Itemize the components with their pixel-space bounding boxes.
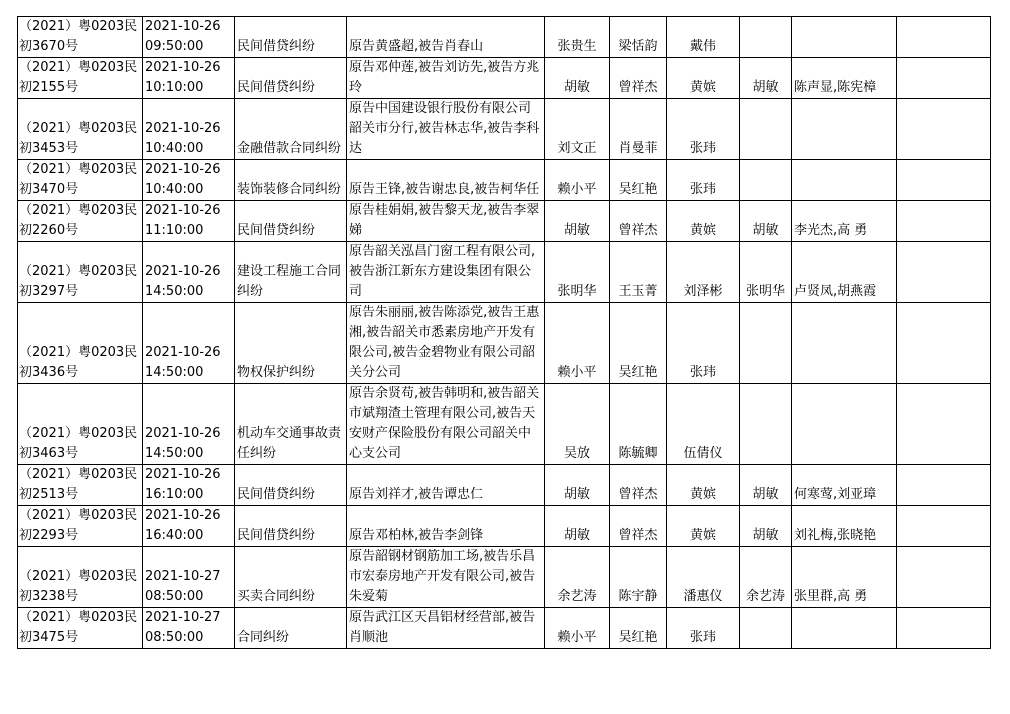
attendees-cell: 卢贤凤,胡燕霞 (792, 242, 897, 303)
panel-member-1-cell: 吴红艳 (610, 303, 667, 384)
panel-member-2-cell: 张玮 (667, 303, 740, 384)
blank-cell (897, 17, 991, 58)
case-number-cell: （2021）粤0203民初3297号 (18, 242, 143, 303)
panel-member-1-cell: 吴红艳 (610, 160, 667, 201)
table-row (18, 506, 991, 547)
clerk-cell: 胡敏 (740, 506, 792, 547)
panel-member-1-cell: 曾祥杰 (610, 465, 667, 506)
clerk-cell: 余艺涛 (740, 547, 792, 608)
panel-member-2-cell: 伍倩仪 (667, 384, 740, 465)
blank-cell (897, 608, 991, 649)
case-number-cell: （2021）粤0203民初3436号 (18, 303, 143, 384)
panel-member-2-cell: 刘泽彬 (667, 242, 740, 303)
case-number-cell: （2021）粤0203民初3453号 (18, 99, 143, 160)
panel-member-2-cell: 黄嫔 (667, 58, 740, 99)
case-type-cell: 装饰装修合同纠纷 (235, 160, 347, 201)
parties-cell: 原告王锋,被告谢忠良,被告柯华任 (347, 160, 545, 201)
attendees-cell (792, 17, 897, 58)
panel-member-2-cell: 黄嫔 (667, 465, 740, 506)
table-row (18, 99, 991, 160)
case-type-cell: 民间借贷纠纷 (235, 201, 347, 242)
presiding-judge-cell: 余艺涛 (545, 547, 610, 608)
presiding-judge-cell: 胡敏 (545, 506, 610, 547)
case-type-cell: 建设工程施工合同纠纷 (235, 242, 347, 303)
presiding-judge-cell: 胡敏 (545, 201, 610, 242)
hearing-time-cell: 2021-10-26 10:10:00 (143, 58, 235, 99)
table-row (18, 547, 991, 608)
attendees-cell: 刘礼梅,张晓艳 (792, 506, 897, 547)
presiding-judge-cell: 张明华 (545, 242, 610, 303)
panel-member-1-cell: 陈宇静 (610, 547, 667, 608)
presiding-judge-cell: 赖小平 (545, 303, 610, 384)
table-row (18, 58, 991, 99)
blank-cell (897, 58, 991, 99)
attendees-cell: 李光杰,高 勇 (792, 201, 897, 242)
case-type-cell: 民间借贷纠纷 (235, 17, 347, 58)
hearing-time-cell: 2021-10-26 10:40:00 (143, 99, 235, 160)
blank-cell (897, 160, 991, 201)
panel-member-1-cell: 梁恬韵 (610, 17, 667, 58)
clerk-cell: 胡敏 (740, 201, 792, 242)
presiding-judge-cell: 胡敏 (545, 465, 610, 506)
blank-cell (897, 384, 991, 465)
hearing-time-cell: 2021-10-26 10:40:00 (143, 160, 235, 201)
attendees-cell: 陈声显,陈宪樟 (792, 58, 897, 99)
panel-member-2-cell: 张玮 (667, 99, 740, 160)
clerk-cell (740, 303, 792, 384)
presiding-judge-cell: 赖小平 (545, 608, 610, 649)
panel-member-2-cell: 戴伟 (667, 17, 740, 58)
case-type-cell: 民间借贷纠纷 (235, 506, 347, 547)
clerk-cell (740, 608, 792, 649)
clerk-cell: 张明华 (740, 242, 792, 303)
blank-cell (897, 242, 991, 303)
presiding-judge-cell: 张贵生 (545, 17, 610, 58)
attendees-cell: 张里群,高 勇 (792, 547, 897, 608)
panel-member-2-cell: 张玮 (667, 160, 740, 201)
clerk-cell (740, 160, 792, 201)
clerk-cell (740, 384, 792, 465)
case-number-cell: （2021）粤0203民初3670号 (18, 17, 143, 58)
case-number-cell: （2021）粤0203民初2293号 (18, 506, 143, 547)
hearing-time-cell: 2021-10-27 08:50:00 (143, 547, 235, 608)
panel-member-2-cell: 黄嫔 (667, 201, 740, 242)
hearing-time-cell: 2021-10-26 14:50:00 (143, 242, 235, 303)
clerk-cell (740, 17, 792, 58)
presiding-judge-cell: 吴放 (545, 384, 610, 465)
attendees-cell (792, 384, 897, 465)
panel-member-1-cell: 曾祥杰 (610, 58, 667, 99)
panel-member-1-cell: 王玉菁 (610, 242, 667, 303)
panel-member-1-cell: 曾祥杰 (610, 506, 667, 547)
table-row (18, 17, 991, 58)
hearing-time-cell: 2021-10-26 14:50:00 (143, 303, 235, 384)
hearing-time-cell: 2021-10-26 11:10:00 (143, 201, 235, 242)
clerk-cell: 胡敏 (740, 465, 792, 506)
parties-cell: 原告韶钢材钢筋加工场,被告乐昌市宏泰房地产开发有限公司,被告朱爱菊 (347, 547, 545, 608)
blank-cell (897, 201, 991, 242)
case-number-cell: （2021）粤0203民初3475号 (18, 608, 143, 649)
clerk-cell (740, 99, 792, 160)
presiding-judge-cell: 刘文正 (545, 99, 610, 160)
hearing-schedule-table (17, 16, 991, 649)
panel-member-1-cell: 肖曼菲 (610, 99, 667, 160)
presiding-judge-cell: 赖小平 (545, 160, 610, 201)
panel-member-1-cell: 曾祥杰 (610, 201, 667, 242)
table-row (18, 384, 991, 465)
parties-cell: 原告桂娟娟,被告黎天龙,被告李翠娣 (347, 201, 545, 242)
blank-cell (897, 506, 991, 547)
panel-member-2-cell: 黄嫔 (667, 506, 740, 547)
case-type-cell: 民间借贷纠纷 (235, 58, 347, 99)
panel-member-2-cell: 潘惠仪 (667, 547, 740, 608)
parties-cell: 原告武江区天昌铝材经营部,被告肖顺池 (347, 608, 545, 649)
blank-cell (897, 303, 991, 384)
parties-cell: 原告刘祥才,被告谭忠仁 (347, 465, 545, 506)
case-type-cell: 金融借款合同纠纷 (235, 99, 347, 160)
case-number-cell: （2021）粤0203民初3238号 (18, 547, 143, 608)
parties-cell: 原告韶关泓昌门窗工程有限公司,被告浙江新东方建设集团有限公司 (347, 242, 545, 303)
case-number-cell: （2021）粤0203民初3463号 (18, 384, 143, 465)
case-type-cell: 民间借贷纠纷 (235, 465, 347, 506)
clerk-cell: 胡敏 (740, 58, 792, 99)
hearing-time-cell: 2021-10-26 14:50:00 (143, 384, 235, 465)
parties-cell: 原告黄盛超,被告肖春山 (347, 17, 545, 58)
table-row (18, 303, 991, 384)
case-type-cell: 物权保护纠纷 (235, 303, 347, 384)
parties-cell: 原告中国建设银行股份有限公司韶关市分行,被告林志华,被告李科达 (347, 99, 545, 160)
blank-cell (897, 99, 991, 160)
attendees-cell (792, 608, 897, 649)
case-number-cell: （2021）粤0203民初2513号 (18, 465, 143, 506)
panel-member-1-cell: 陈毓卿 (610, 384, 667, 465)
table-row (18, 465, 991, 506)
hearing-time-cell: 2021-10-26 09:50:00 (143, 17, 235, 58)
parties-cell: 原告邓柏林,被告李剑锋 (347, 506, 545, 547)
case-number-cell: （2021）粤0203民初2155号 (18, 58, 143, 99)
case-type-cell: 买卖合同纠纷 (235, 547, 347, 608)
parties-cell: 原告余贤苟,被告韩明和,被告韶关市斌翔渣土管理有限公司,被告天安财产保险股份有限公司韶关中心支公司 (347, 384, 545, 465)
panel-member-2-cell: 张玮 (667, 608, 740, 649)
attendees-cell (792, 99, 897, 160)
attendees-cell (792, 160, 897, 201)
table-row (18, 201, 991, 242)
case-number-cell: （2021）粤0203民初3470号 (18, 160, 143, 201)
case-type-cell: 机动车交通事故责任纠纷 (235, 384, 347, 465)
case-type-cell: 合同纠纷 (235, 608, 347, 649)
hearing-time-cell: 2021-10-26 16:40:00 (143, 506, 235, 547)
table-row (18, 242, 991, 303)
attendees-cell: 何寒莺,刘亚璋 (792, 465, 897, 506)
table-row (18, 608, 991, 649)
table-row (18, 160, 991, 201)
parties-cell: 原告朱丽丽,被告陈添党,被告王惠湘,被告韶关市悉素房地产开发有限公司,被告金碧物业有限公司韶关分公司 (347, 303, 545, 384)
blank-cell (897, 547, 991, 608)
parties-cell: 原告邓仲莲,被告刘访先,被告方兆玲 (347, 58, 545, 99)
blank-cell (897, 465, 991, 506)
presiding-judge-cell: 胡敏 (545, 58, 610, 99)
panel-member-1-cell: 吴红艳 (610, 608, 667, 649)
case-number-cell: （2021）粤0203民初2260号 (18, 201, 143, 242)
hearing-time-cell: 2021-10-26 16:10:00 (143, 465, 235, 506)
hearing-time-cell: 2021-10-27 08:50:00 (143, 608, 235, 649)
attendees-cell (792, 303, 897, 384)
